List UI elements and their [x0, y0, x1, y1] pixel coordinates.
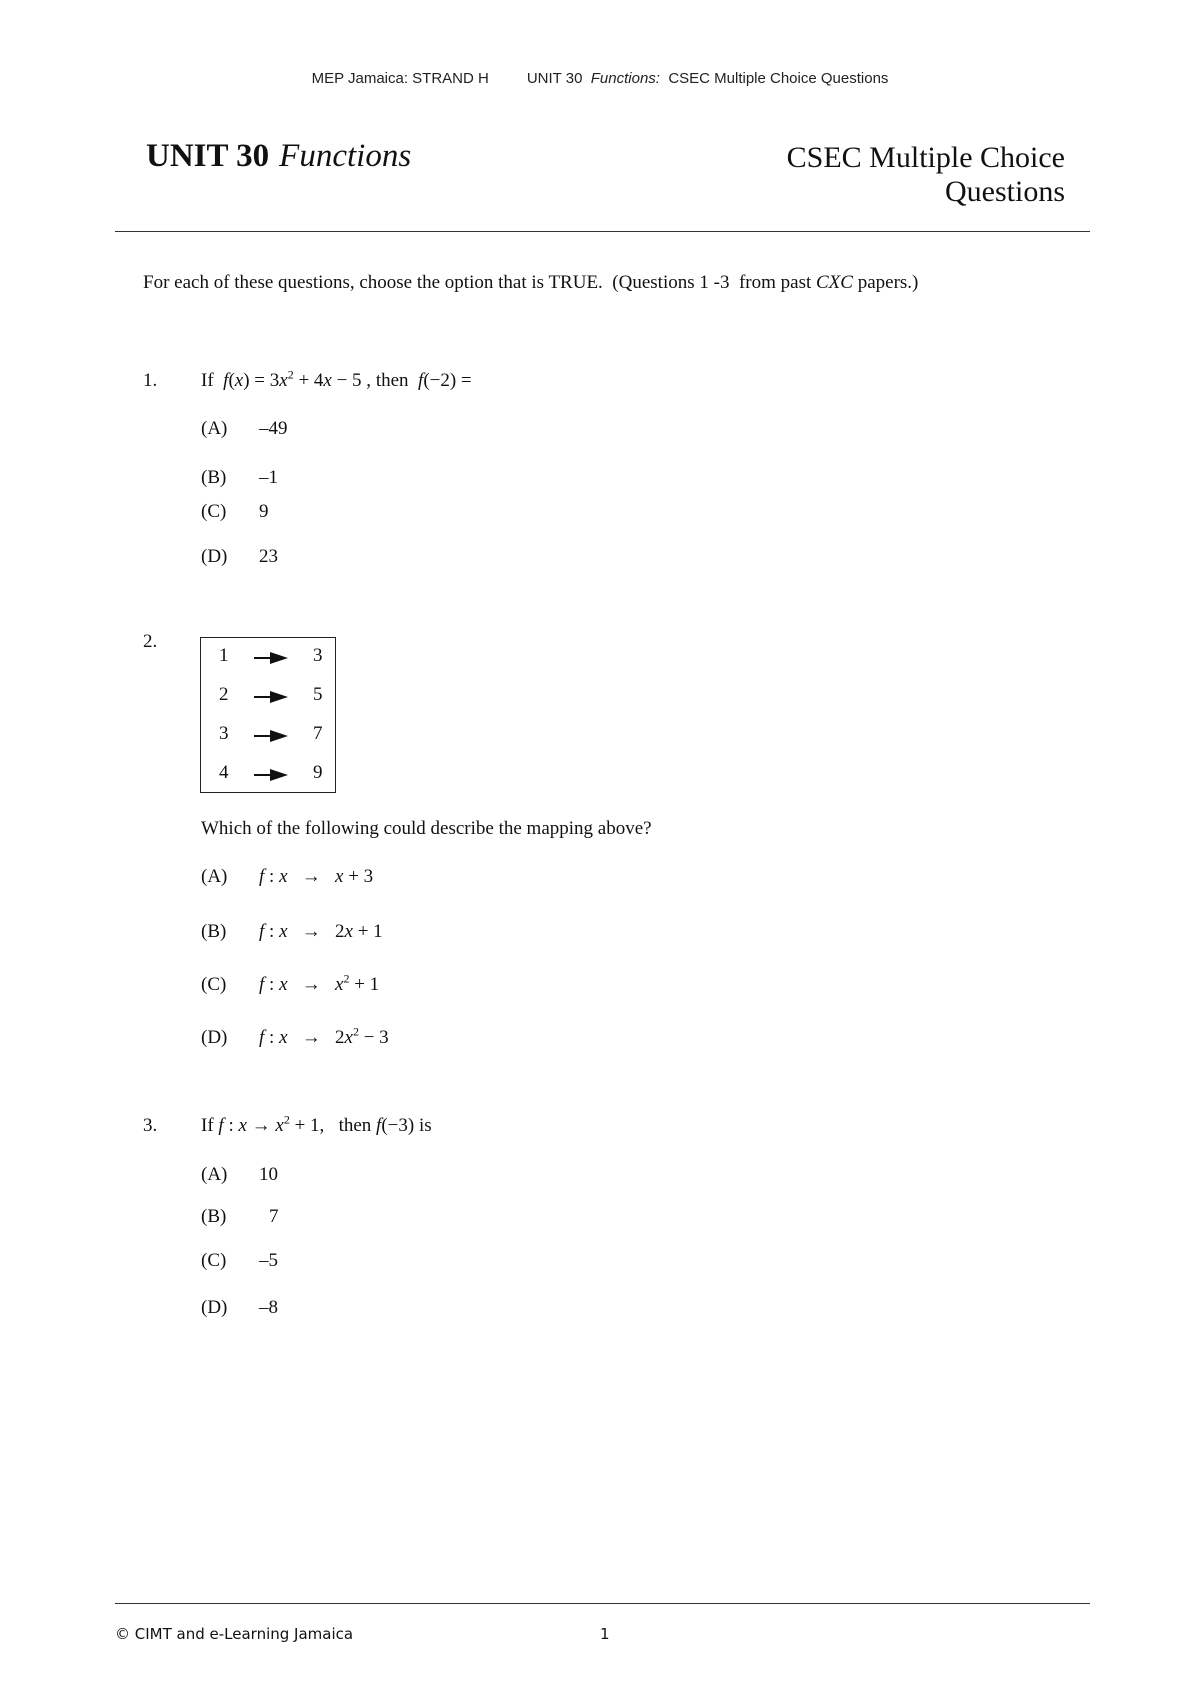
option-letter: (C)	[201, 501, 227, 522]
mapping-row	[201, 762, 337, 792]
option-letter: (B)	[201, 1206, 227, 1227]
option-row: (C) f : $x \to x^2 + 1$	[201, 971, 380, 995]
option-row	[201, 1164, 278, 1186]
footer-copyright: © CIMT and e-Learning Jamaica	[115, 1625, 354, 1643]
option-value: –1	[259, 467, 278, 488]
instructions-end: papers.)	[852, 272, 919, 293]
mapping-from: 1	[219, 645, 229, 666]
option-row	[201, 546, 278, 568]
subtitle-line-2: Questions	[945, 175, 1065, 208]
q3-if: If	[201, 1115, 214, 1136]
q3-is: is	[418, 1115, 432, 1136]
footer-divider	[115, 1603, 1090, 1604]
title-topic: Functions	[279, 138, 412, 174]
q1-then: then	[375, 370, 409, 391]
option-row	[201, 1297, 278, 1319]
mapping-from: 4	[219, 762, 229, 783]
page-subtitle	[665, 141, 1065, 209]
option-letter: (D)	[201, 546, 228, 567]
option-value: 7	[269, 1206, 279, 1227]
option-letter: (C)	[201, 1250, 227, 1271]
q3-then: then	[338, 1115, 372, 1136]
page-title	[146, 138, 411, 175]
mapping-from: 3	[219, 723, 229, 744]
mapping-to: 7	[313, 723, 323, 744]
option-letter: (B)	[201, 467, 227, 488]
option-value: –8	[259, 1297, 278, 1318]
option-value: 9	[259, 501, 269, 522]
running-header	[0, 70, 1200, 87]
option-row	[201, 418, 288, 440]
option-letter: (D)	[201, 1297, 228, 1318]
title-unit: UNIT 30	[146, 138, 270, 174]
question-number: 2.	[143, 631, 158, 652]
mapping-row	[201, 684, 337, 714]
mapping-row	[201, 645, 337, 675]
option-letter: (A)	[201, 418, 228, 439]
title-divider	[115, 231, 1090, 232]
question-number: 3.	[143, 1115, 158, 1136]
mapping-diagram	[200, 637, 336, 793]
header-unit: UNIT 30	[526, 70, 583, 87]
option-value: 10	[259, 1164, 278, 1185]
mapping-from: 2	[219, 684, 229, 705]
instructions-text: For each of these questions, choose the option that is TRUE. (Questions 1 -3 from past	[143, 272, 816, 293]
subtitle-line-1: CSEC Multiple Choice	[786, 141, 1065, 174]
instructions-emphasis: CXC	[816, 272, 853, 293]
question-number: 1.	[143, 370, 158, 391]
mapping-to: 5	[313, 684, 323, 705]
q1-if: If	[201, 370, 214, 391]
option-letter: (D)	[201, 1027, 228, 1048]
option-row	[201, 501, 269, 523]
option-letter: (A)	[201, 1164, 228, 1185]
question-1-stem: If $f(x) = 3x^2 + 4x - 5$ , then f(−2) =	[201, 367, 472, 391]
page-number: 1	[600, 1625, 610, 1643]
option-row	[201, 467, 278, 489]
option-row	[201, 1206, 279, 1228]
option-value: –49	[259, 418, 288, 439]
right-arrow-icon	[254, 768, 290, 782]
option-value: –5	[259, 1250, 278, 1271]
right-arrow-icon	[254, 690, 290, 704]
option-row: (B) f : x → 2x + 1	[201, 921, 383, 942]
question-2-stem: Which of the following could describe the mapping above?	[201, 818, 652, 839]
right-arrow-icon	[254, 729, 290, 743]
option-row: (D) f : $x \to 2x^2 - 3$	[201, 1024, 389, 1048]
right-arrow-icon	[254, 651, 290, 665]
header-strand: MEP Jamaica: STRAND H	[311, 70, 489, 87]
question-3-stem: If f : $x \to x^2 + 1$, then f(−3) is	[201, 1112, 432, 1136]
option-letter: (A)	[201, 866, 228, 887]
instructions	[143, 272, 918, 294]
option-value: 23	[259, 546, 278, 567]
option-letter: (B)	[201, 921, 227, 942]
mapping-row	[201, 723, 337, 753]
header-topic: Functions:	[590, 70, 660, 87]
mapping-to: 9	[313, 762, 323, 783]
option-row	[201, 1250, 278, 1272]
option-row: (A) f : x → x + 3	[201, 866, 374, 887]
option-letter: (C)	[201, 974, 227, 995]
header-right: CSEC Multiple Choice Questions	[668, 70, 889, 87]
mapping-to: 3	[313, 645, 323, 666]
